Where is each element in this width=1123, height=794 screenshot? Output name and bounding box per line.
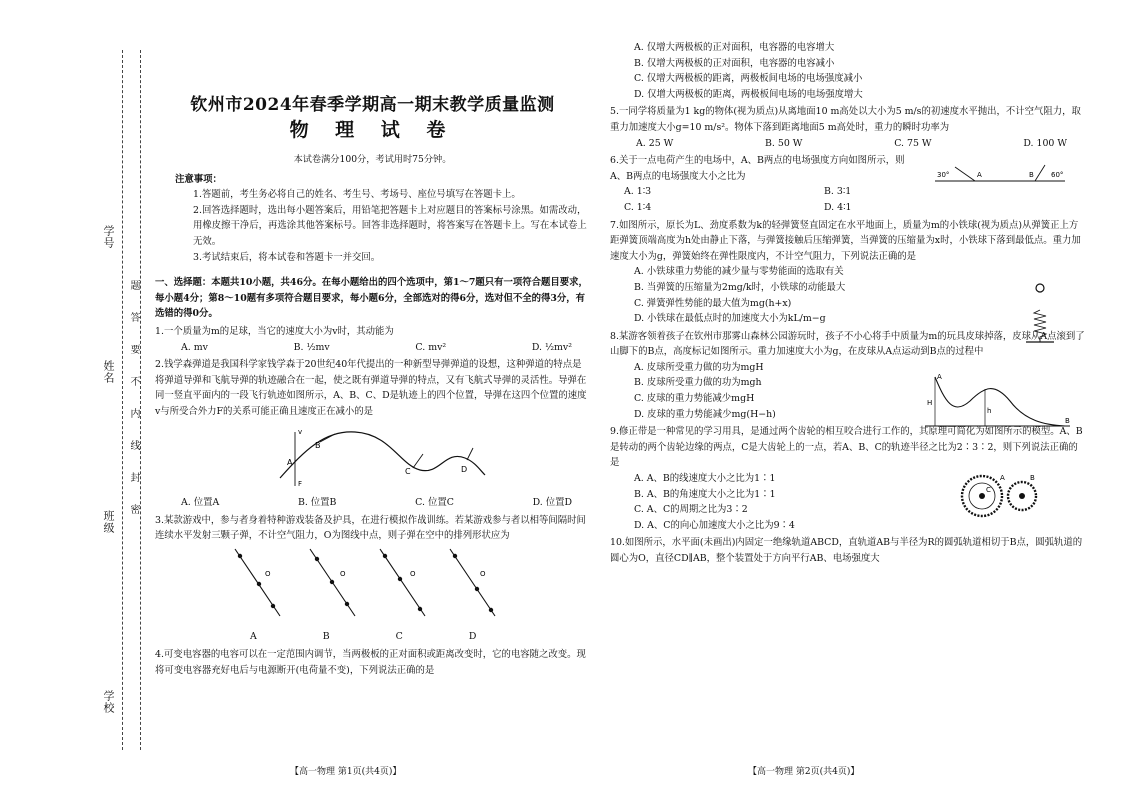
q7-stem: 7.如图所示，原长为L、劲度系数为k的轻弹簧竖直固定在水平地面上，质量为m的小铁球(视为质点)从弹簧正上方距弹簧顶端高度为h处由静止下落，与弹簧接触后压缩弹簧，当弹簧的压缩量为x时，小铁球下落到最低点。重力加速度大小为g，弹簧始终在弹性限度内，不计空气阻力，下列说法正确的是 [610, 219, 1081, 262]
label-student-id: 学号 [102, 225, 115, 249]
note-3: 3.考试结束后，将本试卷和答题卡一并交回。 [193, 251, 381, 263]
q5-option-d: D. 100 W [1023, 137, 1067, 149]
q9-label-b: B [1030, 474, 1035, 483]
question-1 [155, 324, 590, 355]
note-1: 1.答题前，考生务必将自己的姓名、考生号、考场号、座位号填写在答题卡上。 [193, 189, 521, 201]
q6-option-b: B. 3∶1 [824, 186, 852, 198]
q6-field-b [1035, 165, 1045, 181]
question-7 [610, 218, 1085, 327]
q2-label-v: v [298, 427, 303, 436]
q3-label-b: B [322, 631, 330, 643]
q2-trajectory-figure [155, 420, 590, 490]
q6-option-d: D. 4∶1 [824, 201, 852, 213]
q6-angle-b: 60° [1051, 171, 1064, 180]
label-school: 学校 [102, 690, 115, 714]
note-2: 2.回答选择题时，选出每小题答案后，用铅笔把答题卡上对应题目的答案标号涂黑。如需改动，用橡皮擦干净后，再选涂其他答案标号。回答非选择题时，将答案写在答题卡上。写在本试卷上无效。 [193, 204, 587, 247]
q6-point-b: B [1029, 171, 1034, 180]
q6-field-a [955, 167, 975, 181]
q9-option-c: C. A、C的周期之比为3∶2 [634, 504, 748, 516]
q8-option-d: D. 皮球的重力势能减少mg(H−h) [634, 408, 776, 420]
q8-option-b: B. 皮球所受重力做的功为mgh [634, 377, 762, 389]
q7-option-c: C. 弹簧弹性势能的最大值为mg(h+x) [634, 297, 792, 309]
q7-option-b: B. 当弹簧的压缩量为2mg/k时，小铁球的动能最大 [634, 281, 846, 293]
exam-subtitle: 物 理 试 卷 [289, 119, 456, 141]
section-1-heading: 一、选择题：本题共10小题，共46分。在每小题给出的四个选项中，第1～7题只有一项符合题目要求，每小题4分；第8～10题有多项符合题目要求，每小题6分，全部选对的得6分，选对但不全的得3分，有选错的得0分。 [155, 277, 588, 320]
question-4-stem: 4.可变电容器的电容可以在一定范围内调节，当两极板的正对面积或距离改变时，它的电容随之改变。现将可变电容器充好电后与电源断开(电荷量不变)，下列说法正确的是 [155, 649, 586, 676]
q2-label-b: B [315, 440, 321, 450]
q2-option-b: B. 位置B [297, 497, 337, 509]
q9-label-c: C [986, 486, 991, 495]
q8-stem: 8.某游客领着孩子在钦州市那雾山森林公园游玩时，孩子不小心将手中质量为m的玩具皮球掉落，皮球从A点滚到了山脚下的B点，高度标记如图所示。重力加速度大小为g，在皮球从A点运动到B点的过程中 [610, 330, 1085, 358]
q2-arrow-vb [320, 434, 335, 442]
q8-label-b: B [1065, 416, 1070, 425]
q2-options [155, 495, 590, 511]
exam-title: 钦州市2024年春季学期高一期末教学质量监测 [190, 95, 555, 115]
label-name: 姓名 [102, 360, 115, 384]
notes-heading: 注意事项： [175, 173, 222, 185]
label-class: 班级 [102, 510, 115, 534]
binding-strip [0, 30, 150, 760]
q9-option-d: D. A、C的向心加速度大小之比为9∶4 [634, 519, 795, 531]
q2-trajectory-curve [280, 431, 485, 477]
q1-option-d: D. ½mv² [531, 341, 572, 353]
q4-option-d: D. 仅增大两极板的距离，两极板间电场的电场强度增大 [634, 88, 863, 100]
q9-label-a: A [1000, 474, 1005, 483]
q3-stem: 3.某款游戏中，参与者身着特种游戏装备及护具，在进行模拟作战训练。若某游戏参与者以相等间隔时间连续水平发射三颗子弹，不计空气阻力，O为图线中点，则子弹在空中的排列形状应为 [155, 514, 586, 542]
q9-gear-figure [950, 470, 1060, 520]
q3-center-c: O [410, 569, 416, 578]
q2-arrow-fd [467, 448, 473, 460]
q8-label-a: A [937, 372, 942, 381]
q1-option-c: C. mv² [415, 341, 447, 353]
q8-option-c: C. 皮球的重力势能减少mgH [634, 393, 755, 405]
q7-option-d: D. 小铁球在最低点时的加速度大小为kL/m−g [634, 313, 826, 325]
q6-option-a: A. 1∶3 [624, 186, 652, 198]
seal-text: 题答要不内线封密 [128, 280, 139, 536]
q5-options [610, 136, 1085, 152]
q7-option-a: A. 小铁球重力势能的减少量与零势能面的选取有关 [634, 266, 844, 278]
q3-center-d: O [480, 569, 486, 578]
q9-option-a: A. A、B的线速度大小之比为1∶1 [634, 473, 776, 485]
exam-meta: 本试卷满分100分，考试用时75分钟。 [293, 154, 452, 165]
page-1 [155, 50, 590, 678]
q6-point-a: A [977, 171, 982, 180]
page-2 [610, 40, 1085, 567]
question-3 [155, 513, 590, 645]
q2-label-d: D [461, 464, 468, 474]
footer-page-1: 【高一物理 第1页(共4页)】 [290, 767, 402, 777]
q1-options [155, 340, 590, 356]
q3-option-labels [155, 629, 590, 645]
q6-option-c: C. 1∶4 [624, 201, 652, 213]
q3-center-a: O [265, 569, 271, 578]
q1-option-b: B. ½mv [293, 341, 330, 353]
q5-option-c: C. 75 W [894, 137, 932, 149]
q2-label-f: F [298, 479, 303, 488]
q2-stem: 2.钱学森弹道是我国科学家钱学森于20世纪40年代提出的一种新型导弹弹道的设想，这种弹道的特点是将弹道导弹和飞航导弹的轨迹融合在一起，使之既有弹道导弹的特点，又有飞航式导弹的灵活性。导弹在同一竖直平面内的一段飞行轨迹如图所示，A、B、C、D是轨迹上的四个位置，导弹在这四个位置的速度v与所受合外力F的关系可能正确且速度正在减小的是 [155, 359, 587, 417]
q3-label-d: D [468, 631, 477, 643]
q8-label-big-h: H [927, 398, 933, 407]
q6-field-figure [925, 159, 1075, 189]
q4-option-a: A. 仅增大两极板的正对面积，电容器的电容增大 [634, 42, 835, 53]
q2-option-c: C. 位置C [415, 497, 454, 509]
q2-option-a: A. 位置A [181, 497, 220, 509]
q3-option-c-figure [380, 549, 425, 616]
q9-stem: 9.修正带是一种常见的学习用具，是通过两个齿轮的相互咬合进行工作的，其原理可简化为如图所示的模型。A、B是转动的两个齿轮边缘的两点，C是大齿轮上的一点，若A、B、C的轨迹半径之比为2∶3∶2，则下列说法正确的是 [610, 426, 1083, 469]
question-2 [155, 357, 590, 511]
question-5 [610, 104, 1085, 151]
q3-center-b: O [340, 569, 346, 578]
footer-page-2: 【高一物理 第2页(共4页)】 [748, 767, 860, 777]
q2-label-c: C [405, 466, 411, 476]
q3-label-a: A [250, 631, 257, 643]
q5-option-b: B. 50 W [765, 137, 803, 149]
question-6 [610, 153, 1085, 215]
q9-small-gear-axle [1019, 493, 1025, 499]
q2-option-d: D. 位置D [532, 497, 572, 509]
q3-option-b-figure [310, 549, 355, 616]
q5-stem: 5.一同学将质量为1 kg的物体(视为质点)从离地面10 m高处以大小为5 m/s的初速度水平抛出，不计空气阻力，取重力加速度大小g=10 m/s²。物体下落到距离地面5 m高处时，重力的瞬时功率为 [610, 106, 1081, 133]
q3-bullet-figure [155, 544, 590, 624]
q3-option-d-figure [450, 549, 495, 616]
q1-stem: 1.一个质量为m的足球，当它的速度大小为v时，其动能为 [155, 325, 394, 337]
q4-option-b: B. 仅增大两极板的正对面积，电容器的电容减小 [634, 57, 835, 69]
q2-arrow-fc [413, 454, 423, 468]
q5-option-a: A. 25 W [636, 137, 674, 149]
question-9 [610, 424, 1085, 533]
q6-angle-a: 30° [937, 171, 950, 180]
q8-hill-curve [935, 377, 1065, 426]
q1-option-a: A. mv [181, 341, 208, 353]
q9-option-b: B. A、B的角速度大小之比为1∶1 [634, 488, 776, 500]
q2-label-a: A [287, 457, 293, 467]
q6-stem: 6.关于一点电荷产生的电场中，A、B两点的电场强度方向如图所示，则A、B两点的电场强度大小之比为 [610, 155, 905, 182]
dashed-line-outer [122, 50, 123, 750]
q3-label-c: C [395, 631, 403, 643]
q9-big-gear-axle [979, 493, 985, 499]
q4-option-c: C. 仅增大两极板的距离，两极板间电场的电场强度减小 [634, 73, 863, 85]
question-10-stem: 10.如图所示，水平面(未画出)内固定一绝缘轨道ABCD，直轨道AB与半径为R的圆弧轨道相切于B点，圆弧轨道的圆心为O，直径CD∥AB，整个装置处于方向平行AB、电场强度大 [610, 537, 1083, 564]
q7-ball [1036, 284, 1044, 292]
q8-option-a: A. 皮球所受重力做的功为mgH [634, 361, 764, 373]
q8-label-small-h: h [987, 406, 992, 415]
q8-hill-figure [915, 371, 1075, 431]
question-8 [610, 329, 1085, 423]
q3-option-a-figure [235, 549, 280, 616]
